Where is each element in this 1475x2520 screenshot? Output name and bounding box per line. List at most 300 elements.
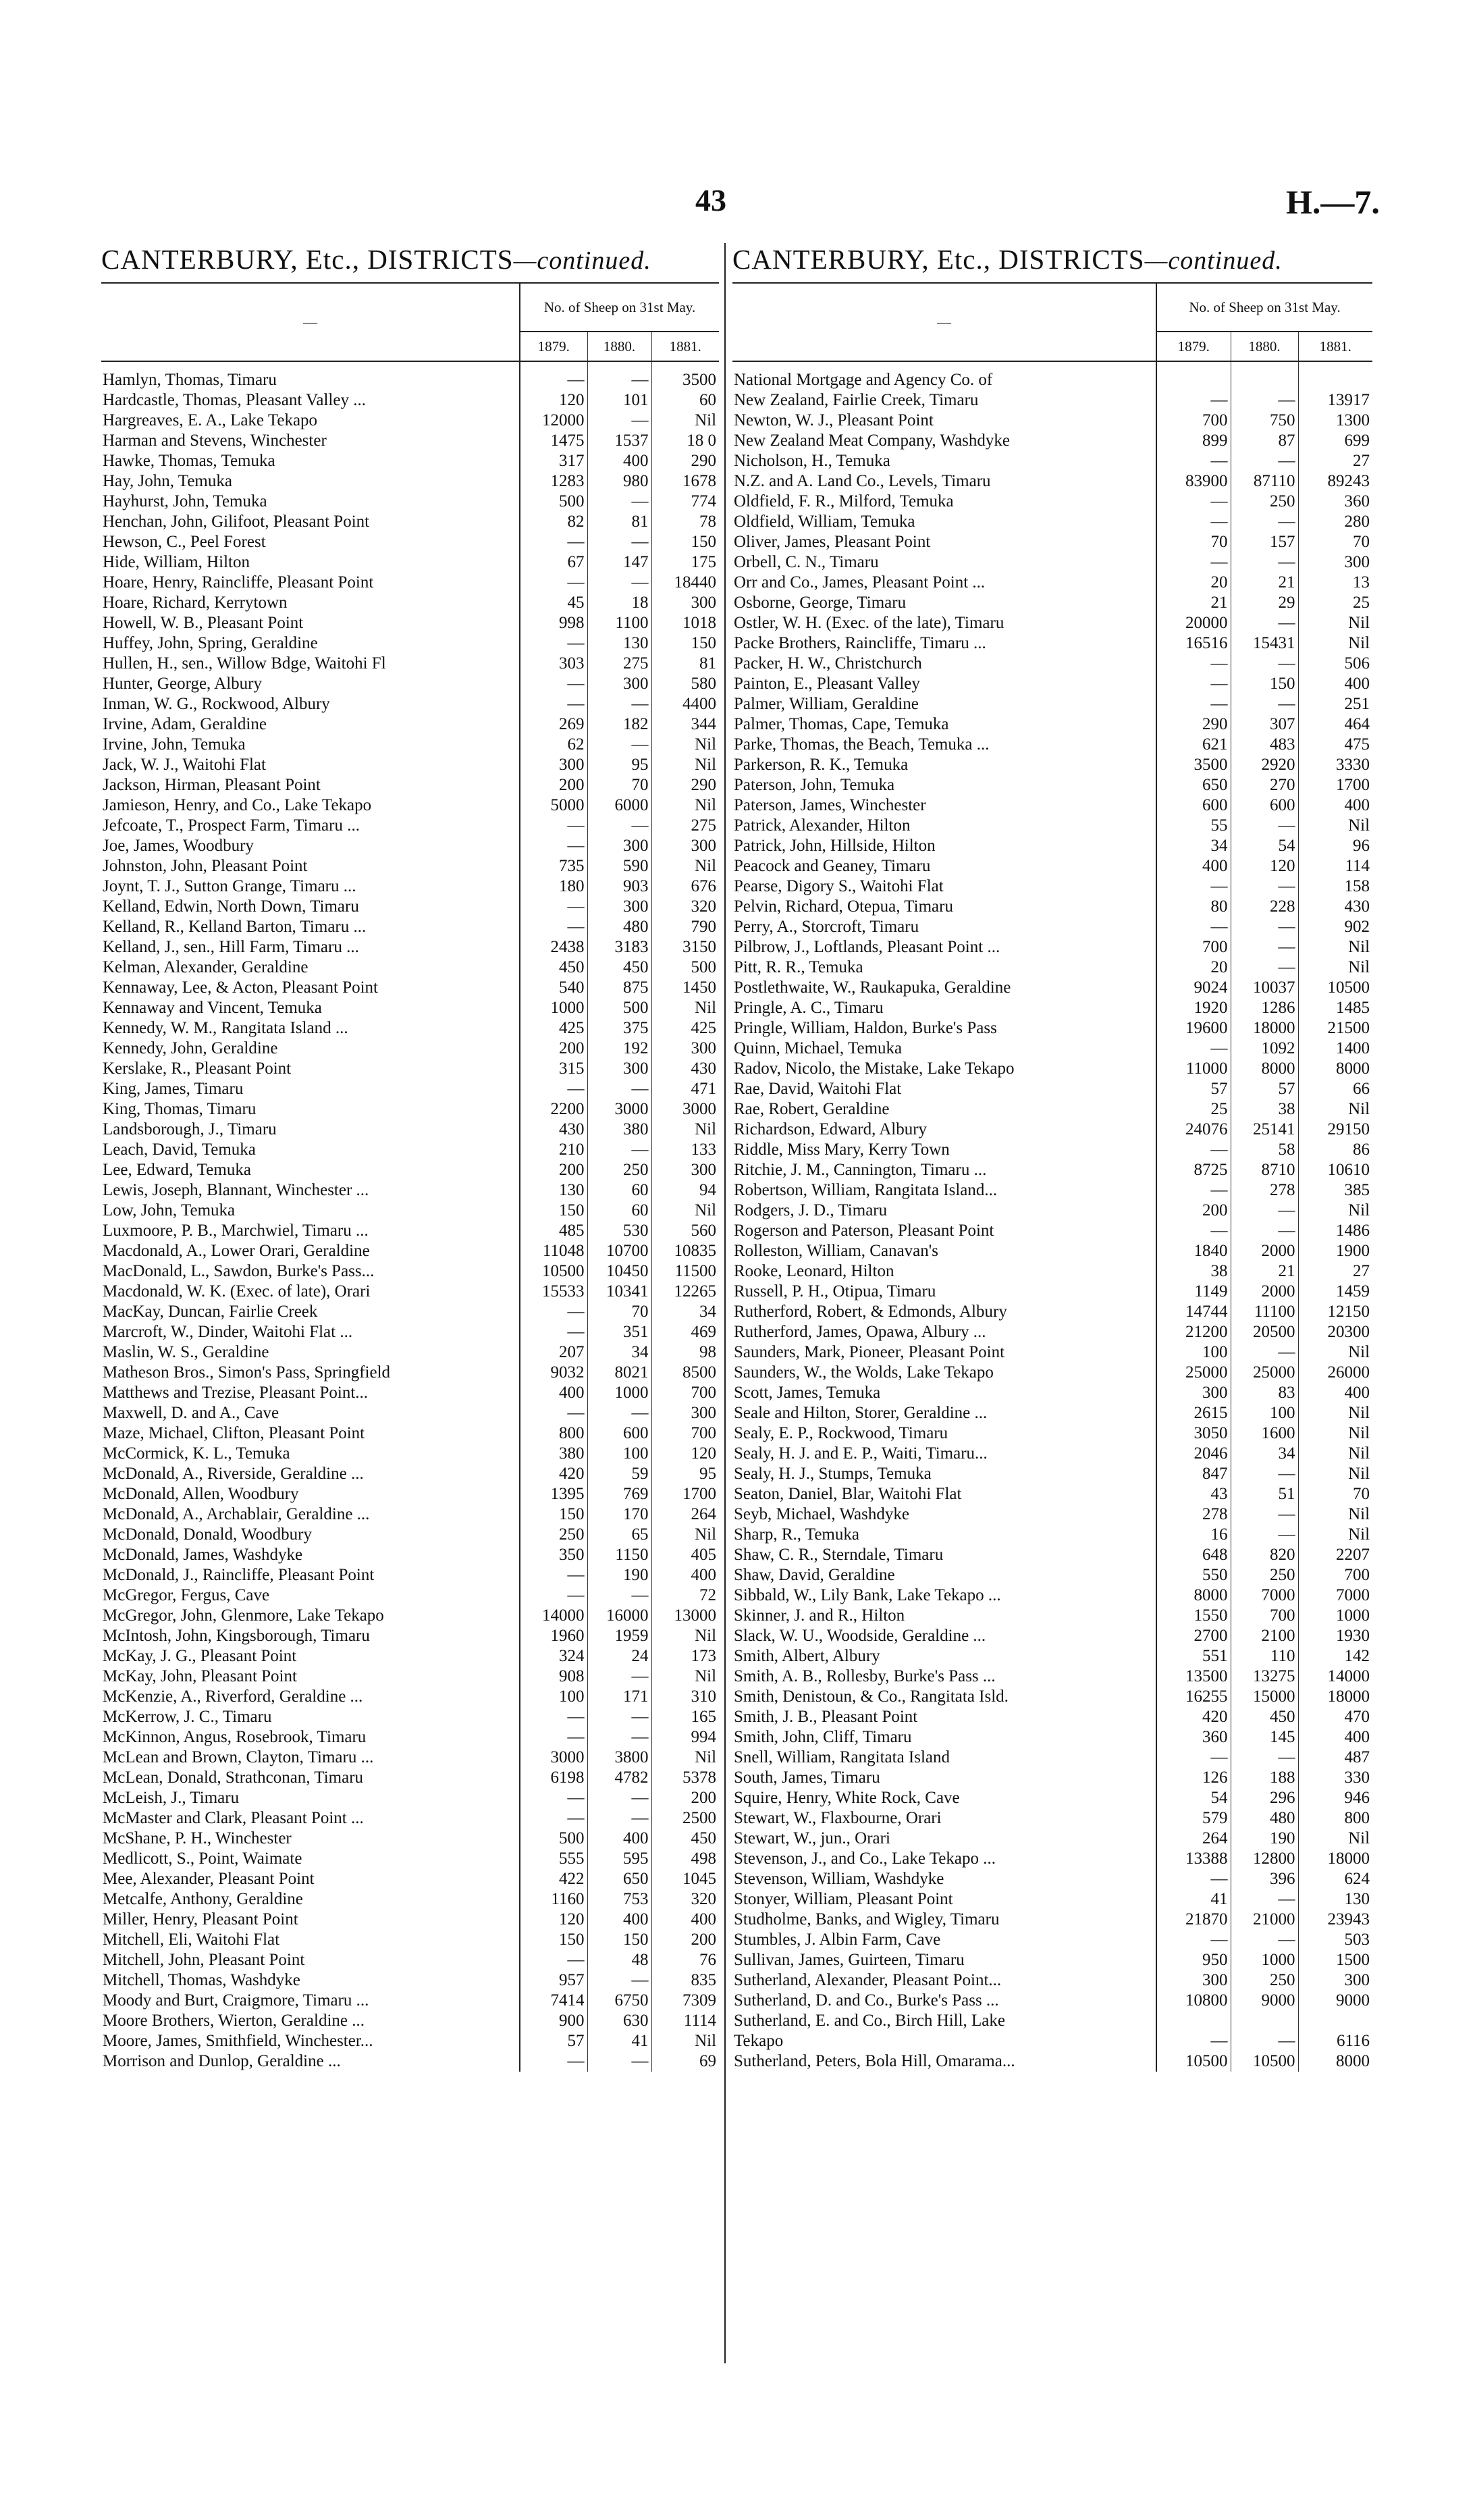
sheep-count-1881: 120	[691, 1444, 717, 1463]
sheep-count-1880: 25141	[1231, 1120, 1298, 1140]
sheep-count-1879: 700	[1156, 411, 1231, 431]
sheep-count-1880: 51	[1231, 1484, 1298, 1504]
sheep-count-1880: 400	[587, 1829, 651, 1849]
sheep-count-1881: 300	[691, 1404, 717, 1422]
table-row	[732, 431, 1372, 451]
sheep-count-1880: 24	[587, 1646, 651, 1666]
sheep-count-1881: Nil	[695, 857, 717, 875]
sheep-count-1880: 250	[1231, 1970, 1298, 1991]
sheep-count-1881: 1450	[682, 978, 717, 997]
sheep-count-1881: 300	[691, 1161, 717, 1179]
sheep-count-1880: 34	[1231, 1444, 1298, 1464]
owner-name: Palmer, Thomas, Cape, Temuka	[732, 714, 1156, 735]
sheep-count-1879: 500	[520, 1829, 587, 1849]
owner-name: Mitchell, Eli, Waitohi Flat	[101, 1930, 520, 1950]
sheep-count-1880: —	[1231, 1221, 1298, 1241]
right-year-header: 1879.	[1156, 332, 1231, 361]
sheep-count-1879: 420	[1156, 1707, 1231, 1727]
table-row	[101, 694, 719, 714]
sheep-count-1880: —	[587, 492, 651, 512]
sheep-count-1880: 820	[1231, 1545, 1298, 1565]
sheep-count-1879: 25000	[1156, 1363, 1231, 1383]
owner-name: Oliver, James, Pleasant Point	[732, 532, 1156, 552]
owner-name: Rogerson and Paterson, Pleasant Point	[732, 1221, 1156, 1241]
owner-name: Seaton, Daniel, Blar, Waitohi Flat	[732, 1484, 1156, 1504]
table-row	[101, 1322, 719, 1342]
sheep-count-1879: 57	[520, 2031, 587, 2051]
sheep-count-1880: 296	[1231, 1788, 1298, 1808]
table-row	[101, 361, 719, 390]
owner-name: Moody and Burt, Craigmore, Timaru ...	[101, 1991, 520, 2011]
sheep-count-1880: 10037	[1231, 978, 1298, 998]
sheep-count-1879: 1149	[1156, 1282, 1231, 1302]
sheep-count-1879: —	[520, 1727, 587, 1748]
sheep-count-1880: 530	[587, 1221, 651, 1241]
sheep-count-1881: 4400	[682, 695, 717, 713]
sheep-count-1881: Nil	[1348, 1444, 1370, 1463]
sheep-count-1879: 899	[1156, 431, 1231, 451]
owner-name: Kerslake, R., Pleasant Point	[101, 1059, 520, 1079]
owner-name: Stevenson, J., and Co., Lake Tekapo ...	[732, 1849, 1156, 1869]
sheep-count-1879: 1283	[520, 471, 587, 492]
owner-name: Squire, Henry, White Rock, Cave	[732, 1788, 1156, 1808]
sheep-count-1879: 16516	[1156, 633, 1231, 654]
sheep-count-1879: —	[520, 1403, 587, 1423]
sheep-count-1879: 207	[520, 1342, 587, 1363]
sheep-count-1881: 23943	[1327, 1910, 1370, 1928]
table-row	[732, 957, 1372, 978]
owner-name: MacDonald, L., Sawdon, Burke's Pass...	[101, 1261, 520, 1282]
sheep-count-1879: 20	[1156, 573, 1231, 593]
sheep-count-1880: 750	[1231, 411, 1298, 431]
sheep-count-1880: 3183	[587, 937, 651, 957]
sheep-count-1881: 8000	[1336, 2052, 1370, 2070]
sheep-count-1880: 110	[1231, 1646, 1298, 1666]
owner-name: Stonyer, William, Pleasant Point	[732, 1889, 1156, 1910]
owner-name: Richardson, Edward, Albury	[732, 1120, 1156, 1140]
sheep-count-1881: 7000	[1336, 1586, 1370, 1604]
sheep-count-1881: 500	[691, 958, 717, 976]
sheep-count-1879: 950	[1156, 1950, 1231, 1970]
owner-name: Radov, Nicolo, the Mistake, Lake Tekapo	[732, 1059, 1156, 1079]
sheep-count-1879: —	[520, 1565, 587, 1585]
sheep-count-1881: 290	[691, 776, 717, 794]
sheep-count-1879: —	[1156, 1221, 1231, 1241]
sheep-count-1879: 21	[1156, 593, 1231, 613]
sheep-count-1881: Nil	[1348, 614, 1370, 632]
sheep-count-1880: 150	[1231, 674, 1298, 694]
owner-name: Morrison and Dunlop, Geraldine ...	[101, 2051, 520, 2072]
sheep-count-1881: 580	[691, 675, 717, 693]
table-row	[101, 937, 719, 957]
sheep-count-1879: —	[520, 1808, 587, 1829]
sheep-count-1879: 200	[520, 1039, 587, 1059]
sheep-count-1879: 43	[1156, 1484, 1231, 1504]
sheep-count-1881: 275	[691, 816, 717, 835]
owner-name: Scott, James, Temuka	[732, 1383, 1156, 1403]
sheep-count-1879: 200	[520, 775, 587, 795]
table-row	[732, 917, 1372, 937]
sheep-count-1881: 400	[1344, 1384, 1370, 1402]
sheep-count-1880: 1000	[587, 1383, 651, 1403]
sheep-count-1879: 550	[1156, 1565, 1231, 1585]
table-row	[732, 1626, 1372, 1646]
owner-name: Saunders, W., the Wolds, Lake Tekapo	[732, 1363, 1156, 1383]
sheep-count-1879: —	[1156, 512, 1231, 532]
owner-name: Jefcoate, T., Prospect Farm, Timaru ...	[101, 816, 520, 836]
sheep-count-1880: —	[1231, 1889, 1298, 1910]
table-row	[732, 1120, 1372, 1140]
table-row	[101, 775, 719, 795]
sheep-count-1881: 8500	[682, 1363, 717, 1382]
sheep-count-1880: 270	[1231, 775, 1298, 795]
sheep-count-1880: 980	[587, 471, 651, 492]
owner-name: Hayhurst, John, Temuka	[101, 492, 520, 512]
owner-name: McDonald, James, Washdyke	[101, 1545, 520, 1565]
sheep-count-1881: 76	[699, 1951, 717, 1969]
table-row	[101, 1363, 719, 1383]
sheep-count-1881: 400	[1344, 796, 1370, 814]
sheep-count-1880: 3000	[587, 1099, 651, 1120]
sheep-count-1880: —	[587, 1140, 651, 1160]
sheep-count-1879: 579	[1156, 1808, 1231, 1829]
owner-name: Kennedy, W. M., Rangitata Island ...	[101, 1018, 520, 1039]
sheep-count-1879: 70	[1156, 532, 1231, 552]
sheep-count-1881: Nil	[695, 735, 717, 754]
sheep-count-1879: 425	[520, 1018, 587, 1039]
owner-name: Johnston, John, Pleasant Point	[101, 856, 520, 876]
owner-name: Landsborough, J., Timaru	[101, 1120, 520, 1140]
table-row	[732, 1444, 1372, 1464]
sheep-count-1880: 875	[587, 978, 651, 998]
sheep-count-1881: 9000	[1336, 1991, 1370, 2010]
owner-name: McShane, P. H., Winchester	[101, 1829, 520, 1849]
owner-name: Paterson, John, Temuka	[732, 775, 1156, 795]
sheep-count-1881: 624	[1344, 1870, 1370, 1888]
sheep-count-1881: 344	[691, 715, 717, 733]
table-row	[732, 552, 1372, 573]
table-row	[732, 1018, 1372, 1039]
table-row	[732, 1342, 1372, 1363]
sheep-count-1880: 16000	[587, 1606, 651, 1626]
table-row	[732, 897, 1372, 917]
table-row	[101, 1484, 719, 1504]
sheep-count-1880: 58	[1231, 1140, 1298, 1160]
owner-name: McLean and Brown, Clayton, Timaru ...	[101, 1748, 520, 1768]
sheep-count-1880: 300	[587, 674, 651, 694]
sheep-count-1880: 400	[587, 1910, 651, 1930]
sheep-count-1881: 487	[1344, 1748, 1370, 1766]
sheep-count-1881: Nil	[695, 1201, 717, 1219]
sheep-count-1879: 315	[520, 1059, 587, 1079]
table-row	[732, 1768, 1372, 1788]
sheep-count-1880: 250	[1231, 1565, 1298, 1585]
sheep-count-1880: 18	[587, 593, 651, 613]
owner-name: Ostler, W. H. (Exec. of the late), Timaru	[732, 613, 1156, 633]
sheep-count-1881: Nil	[1348, 1404, 1370, 1422]
table-row	[101, 1991, 719, 2011]
sheep-count-1880: 157	[1231, 532, 1298, 552]
owner-name: Joynt, T. J., Sutton Grange, Timaru ...	[101, 876, 520, 897]
sheep-count-1880: 21	[1231, 573, 1298, 593]
sheep-count-1880: 190	[1231, 1829, 1298, 1849]
sheep-count-1881: 78	[699, 513, 717, 531]
owner-name: McLean, Donald, Strathconan, Timaru	[101, 1768, 520, 1788]
sheep-count-1879: —	[520, 1322, 587, 1342]
sheep-count-1880: 171	[587, 1687, 651, 1707]
owner-name: McLeish, J., Timaru	[101, 1788, 520, 1808]
sheep-count-1881: 700	[691, 1424, 717, 1442]
table-row	[732, 1221, 1372, 1241]
sheep-count-1879: 10500	[1156, 2051, 1231, 2072]
table-row	[732, 492, 1372, 512]
table-row	[101, 390, 719, 411]
sheep-count-1879: —	[1156, 451, 1231, 471]
sheep-count-1880: 6000	[587, 795, 651, 816]
owner-name: Hewson, C., Peel Forest	[101, 532, 520, 552]
sheep-count-1879: 420	[520, 1464, 587, 1484]
table-row	[732, 1079, 1372, 1099]
table-row	[101, 2011, 719, 2031]
table-row	[732, 1039, 1372, 1059]
sheep-count-1881: 700	[1344, 1566, 1370, 1584]
sheep-count-1881: 1700	[1336, 776, 1370, 794]
sheep-count-1880: —	[1231, 1504, 1298, 1525]
sheep-count-1881: Nil	[695, 1667, 717, 1685]
owner-name: Sealy, H. J. and E. P., Waiti, Timaru...	[732, 1444, 1156, 1464]
sheep-count-1880: 1092	[1231, 1039, 1298, 1059]
table-row	[732, 856, 1372, 876]
sheep-count-1881: 94	[699, 1181, 717, 1199]
sheep-count-1879: 130	[520, 1180, 587, 1201]
left-title-continued: —continued.	[513, 246, 651, 275]
sheep-count-1881: Nil	[1348, 634, 1370, 652]
table-row	[732, 1991, 1372, 2011]
sheep-count-1880: 101	[587, 390, 651, 411]
sheep-count-1881: 1485	[1336, 999, 1370, 1017]
table-row	[732, 735, 1372, 755]
owner-name: Perry, A., Storcroft, Timaru	[732, 917, 1156, 937]
owner-name: Pitt, R. R., Temuka	[732, 957, 1156, 978]
sheep-count-1880: 7000	[1231, 1585, 1298, 1606]
owner-name: National Mortgage and Agency Co. of	[732, 361, 1156, 390]
sheep-count-1881: 29150	[1327, 1120, 1370, 1138]
table-row	[732, 1889, 1372, 1910]
sheep-count-1881: 251	[1344, 695, 1370, 713]
sheep-count-1881: 320	[691, 897, 717, 916]
sheep-count-1880: 375	[587, 1018, 651, 1039]
sheep-count-1880: 11100	[1231, 1302, 1298, 1322]
table-row	[101, 1160, 719, 1180]
owner-name: Metcalfe, Anthony, Geraldine	[101, 1889, 520, 1910]
sheep-count-1881: 175	[691, 553, 717, 571]
sheep-count-1880: —	[587, 1727, 651, 1748]
owner-name: Luxmoore, P. B., Marchwiel, Timaru ...	[101, 1221, 520, 1241]
table-row	[101, 1444, 719, 1464]
sheep-count-1879: 16	[1156, 1525, 1231, 1545]
table-row	[732, 633, 1372, 654]
table-row	[732, 836, 1372, 856]
sheep-count-1880: —	[587, 1403, 651, 1423]
table-row	[732, 1201, 1372, 1221]
sheep-count-1881: 18440	[674, 573, 717, 592]
sheep-count-1881: 13917	[1327, 391, 1370, 409]
owner-name: Smith, Albert, Albury	[732, 1646, 1156, 1666]
owner-name: Kelland, R., Kelland Barton, Timaru ...	[101, 917, 520, 937]
sheep-count-1881: 400	[1344, 1728, 1370, 1746]
table-row	[732, 1585, 1372, 1606]
table-row	[732, 1788, 1372, 1808]
sheep-count-1879: 82	[520, 512, 587, 532]
sheep-count-1881: 200	[691, 1931, 717, 1949]
owner-name: McGregor, John, Glenmore, Lake Tekapo	[101, 1606, 520, 1626]
table-row	[101, 1018, 719, 1039]
owner-name: Seyb, Michael, Washdyke	[732, 1504, 1156, 1525]
sheep-count-1881: 69	[699, 2052, 717, 2070]
table-row	[732, 1525, 1372, 1545]
sheep-count-1880: 70	[587, 775, 651, 795]
sheep-count-1881: 902	[1344, 918, 1370, 936]
sheep-count-1879: 25	[1156, 1099, 1231, 1120]
right-name-header: —	[732, 283, 1156, 361]
sheep-count-1879: 290	[1156, 714, 1231, 735]
sheep-count-1879: 38	[1156, 1261, 1231, 1282]
sheep-count-1879: 551	[1156, 1646, 1231, 1666]
sheep-count-1881: 676	[691, 877, 717, 895]
sheep-count-1880: 41	[587, 2031, 651, 2051]
owner-name: McIntosh, John, Kingsborough, Timaru	[101, 1626, 520, 1646]
table-row	[101, 1606, 719, 1626]
sheep-count-1880: 600	[1231, 795, 1298, 816]
sheep-count-1880: 13275	[1231, 1666, 1298, 1687]
sheep-count-1880: 1000	[1231, 1950, 1298, 1970]
sheep-count-1879: 900	[520, 2011, 587, 2031]
table-row	[732, 795, 1372, 816]
table-row	[101, 2031, 719, 2051]
owner-name: Smith, J. B., Pleasant Point	[732, 1707, 1156, 1727]
owner-name: Rae, Robert, Geraldine	[732, 1099, 1156, 1120]
table-row	[101, 1383, 719, 1403]
sheep-count-1880: 21000	[1231, 1910, 1298, 1930]
sheep-count-1879: 120	[520, 390, 587, 411]
sheep-count-1881: Nil	[1348, 1829, 1370, 1847]
sheep-count-1879: 210	[520, 1140, 587, 1160]
sheep-count-1879: 12000	[520, 411, 587, 431]
sheep-count-1880: 250	[1231, 492, 1298, 512]
sheep-count-1880: 25000	[1231, 1363, 1298, 1383]
table-row	[732, 1646, 1372, 1666]
sheep-count-1879: —	[520, 694, 587, 714]
table-row	[101, 674, 719, 694]
table-row	[101, 1039, 719, 1059]
table-row	[101, 1808, 719, 1829]
sheep-count-1881: 86	[1353, 1140, 1370, 1159]
sheep-count-1881: 21500	[1327, 1019, 1370, 1037]
table-row	[101, 856, 719, 876]
owner-name: McKay, John, Pleasant Point	[101, 1666, 520, 1687]
table-row	[732, 593, 1372, 613]
owner-name: Kelland, J., sen., Hill Farm, Timaru ...	[101, 937, 520, 957]
sheep-count-1881: 330	[1344, 1768, 1370, 1787]
page-number: 43	[695, 183, 726, 217]
sheep-count-1879: —	[1156, 1869, 1231, 1889]
owner-name: Henchan, John, Gilifoot, Pleasant Point	[101, 512, 520, 532]
sheep-count-1881: 946	[1344, 1789, 1370, 1807]
sheep-count-1879: 8725	[1156, 1160, 1231, 1180]
table-row	[101, 1707, 719, 1727]
table-row	[732, 390, 1372, 411]
sheep-count-1881: Nil	[695, 756, 717, 774]
sheep-count-1881: 200	[691, 1789, 717, 1807]
sheep-count-1881: 2207	[1336, 1546, 1370, 1564]
sheep-count-1880: 450	[587, 957, 651, 978]
sheep-count-1881: 10500	[1327, 978, 1370, 997]
sheep-count-1880: 60	[587, 1201, 651, 1221]
sheep-count-1881: 18000	[1327, 1687, 1370, 1706]
sheep-count-1880: 1150	[587, 1545, 651, 1565]
sheep-count-1881: 1486	[1336, 1222, 1370, 1240]
sheep-count-1879	[1156, 2011, 1231, 2031]
right-column-title	[732, 243, 1372, 275]
owner-name: Patrick, John, Hillside, Hilton	[732, 836, 1156, 856]
sheep-count-1879: 120	[520, 1910, 587, 1930]
sheep-count-1880: 147	[587, 552, 651, 573]
table-row	[732, 1322, 1372, 1342]
sheep-count-1879: 380	[520, 1444, 587, 1464]
table-row	[732, 1504, 1372, 1525]
sheep-count-1881: 1300	[1336, 411, 1370, 429]
sheep-count-1881: 150	[691, 533, 717, 551]
table-row	[732, 1970, 1372, 1991]
table-row	[732, 1464, 1372, 1484]
sheep-count-1881: 405	[691, 1546, 717, 1564]
sheep-count-1881: 13000	[674, 1606, 717, 1625]
sheep-count-1880: 351	[587, 1322, 651, 1342]
table-row	[732, 1707, 1372, 1727]
table-row	[732, 411, 1372, 431]
sheep-count-1879: 621	[1156, 735, 1231, 755]
table-row	[732, 1282, 1372, 1302]
table-row	[101, 1626, 719, 1646]
sheep-count-1880: 59	[587, 1464, 651, 1484]
table-row	[101, 492, 719, 512]
owner-name: Maslin, W. S., Geraldine	[101, 1342, 520, 1363]
column-divider	[724, 243, 726, 2363]
sheep-count-1879: 555	[520, 1849, 587, 1869]
sheep-count-1880: —	[587, 411, 651, 431]
sheep-count-1879: 15533	[520, 1282, 587, 1302]
sheep-count-1879: 422	[520, 1869, 587, 1889]
left-year-header: 1879.	[520, 332, 587, 361]
sheep-count-1880: 700	[1231, 1606, 1298, 1626]
sheep-count-1880: —	[1231, 1525, 1298, 1545]
sheep-count-1880: 83	[1231, 1383, 1298, 1403]
owner-name: Matthews and Trezise, Pleasant Point...	[101, 1383, 520, 1403]
owner-name: Sutherland, Alexander, Pleasant Point...	[732, 1970, 1156, 1991]
sheep-count-1879: 650	[1156, 775, 1231, 795]
sheep-count-1881: 430	[691, 1059, 717, 1078]
owner-name: Joe, James, Woodbury	[101, 836, 520, 856]
sheep-count-1879: 62	[520, 735, 587, 755]
table-row	[101, 532, 719, 552]
sheep-count-1880: —	[1231, 654, 1298, 674]
owner-name: Pringle, A. C., Timaru	[732, 998, 1156, 1018]
sheep-count-1880: 190	[587, 1565, 651, 1585]
sheep-count-1881: 790	[691, 918, 717, 936]
sheep-count-1879: —	[520, 836, 587, 856]
sheep-count-1881	[1298, 2011, 1372, 2031]
sheep-count-1881: 26000	[1327, 1363, 1370, 1382]
